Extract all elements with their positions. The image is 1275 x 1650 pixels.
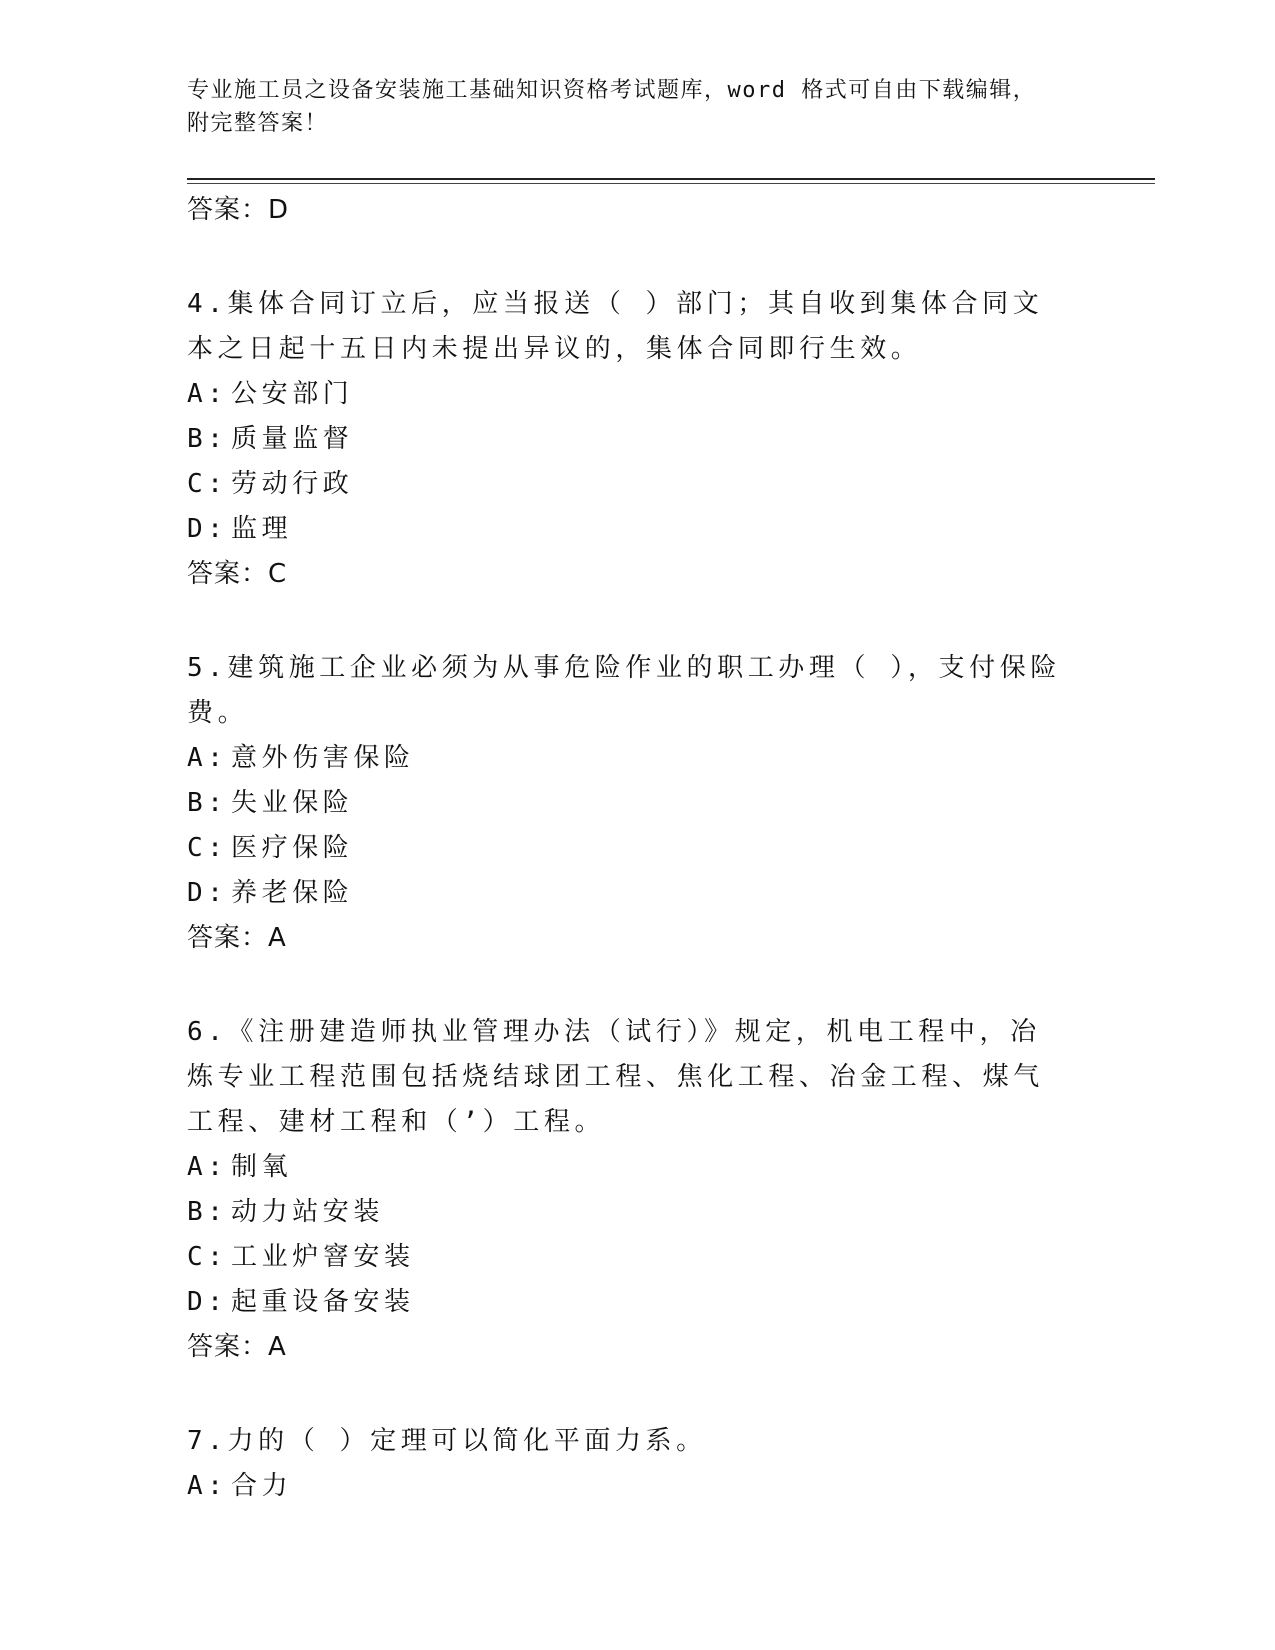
option-text: 动力站安装 <box>231 1197 385 1227</box>
option-key: C: <box>187 469 228 499</box>
previous-answer: 答案：D <box>187 195 290 225</box>
option-text: 养老保险 <box>231 878 354 908</box>
option-text: 公安部门 <box>231 379 354 409</box>
option-text: 起重设备安装 <box>231 1287 415 1317</box>
spacer <box>187 961 1087 1010</box>
option-b <box>187 1190 1087 1235</box>
option-a <box>187 736 1087 781</box>
option-key: B: <box>187 424 228 454</box>
question-stem: 5.建筑施工企业必须为从事危险作业的职工办理（ ），支付保险费。 <box>187 653 1061 728</box>
question-7 <box>187 1419 1087 1509</box>
option-text: 劳动行政 <box>231 469 354 499</box>
question-5 <box>187 646 1087 961</box>
option-text: 监理 <box>231 514 293 544</box>
option-key: D: <box>187 1287 228 1317</box>
option-key: C: <box>187 1242 228 1272</box>
option-key: B: <box>187 788 228 818</box>
option-key: A: <box>187 379 228 409</box>
option-text: 失业保险 <box>231 788 354 818</box>
document-body <box>187 188 1087 1509</box>
option-d <box>187 507 1087 552</box>
header-line-2: 附完整答案！ <box>187 111 329 136</box>
option-key: A: <box>187 1152 228 1182</box>
question-stem: 6.《注册建造师执业管理办法（试行）》规定，机电工程中，冶炼专业工程范围包括烧结球团工程、焦化工程、冶金工程、煤气工程、建材工程和（’）工程。 <box>187 1017 1044 1137</box>
spacer <box>187 1370 1087 1419</box>
option-c <box>187 462 1087 507</box>
option-a <box>187 1145 1087 1190</box>
option-c <box>187 1235 1087 1280</box>
spacer <box>187 233 1087 282</box>
question-answer: 答案：C <box>187 559 288 589</box>
question-answer: 答案：A <box>187 923 287 953</box>
header-divider-thin <box>187 183 1155 184</box>
option-text: 工业炉窨安装 <box>231 1242 415 1272</box>
option-key: A: <box>187 743 228 773</box>
option-c <box>187 826 1087 871</box>
question-stem: 4.集体合同订立后，应当报送（ ）部门；其自收到集体合同文本之日起十五日内未提出异议的，集体合同即行生效。 <box>187 289 1044 364</box>
option-key: D: <box>187 514 228 544</box>
spacer <box>187 597 1087 646</box>
option-text: 合力 <box>231 1471 293 1501</box>
option-text: 质量监督 <box>231 424 354 454</box>
question-stem: 7.力的（ ）定理可以简化平面力系。 <box>187 1426 707 1456</box>
document-header <box>187 74 1087 140</box>
header-line-1: 专业施工员之设备安装施工基础知识资格考试题库，word 格式可自由下载编辑， <box>187 78 1037 103</box>
option-key: A: <box>187 1471 228 1501</box>
option-a <box>187 372 1087 417</box>
option-text: 制氧 <box>231 1152 293 1182</box>
option-d <box>187 1280 1087 1325</box>
option-b <box>187 781 1087 826</box>
option-d <box>187 871 1087 916</box>
option-b <box>187 417 1087 462</box>
option-key: C: <box>187 833 228 863</box>
option-a <box>187 1464 1087 1509</box>
question-6 <box>187 1010 1087 1370</box>
option-text: 医疗保险 <box>231 833 354 863</box>
option-key: D: <box>187 878 228 908</box>
question-answer: 答案：A <box>187 1332 287 1362</box>
option-key: B: <box>187 1197 228 1227</box>
option-text: 意外伤害保险 <box>231 743 415 773</box>
question-4 <box>187 282 1087 597</box>
header-divider-thick <box>187 178 1155 180</box>
